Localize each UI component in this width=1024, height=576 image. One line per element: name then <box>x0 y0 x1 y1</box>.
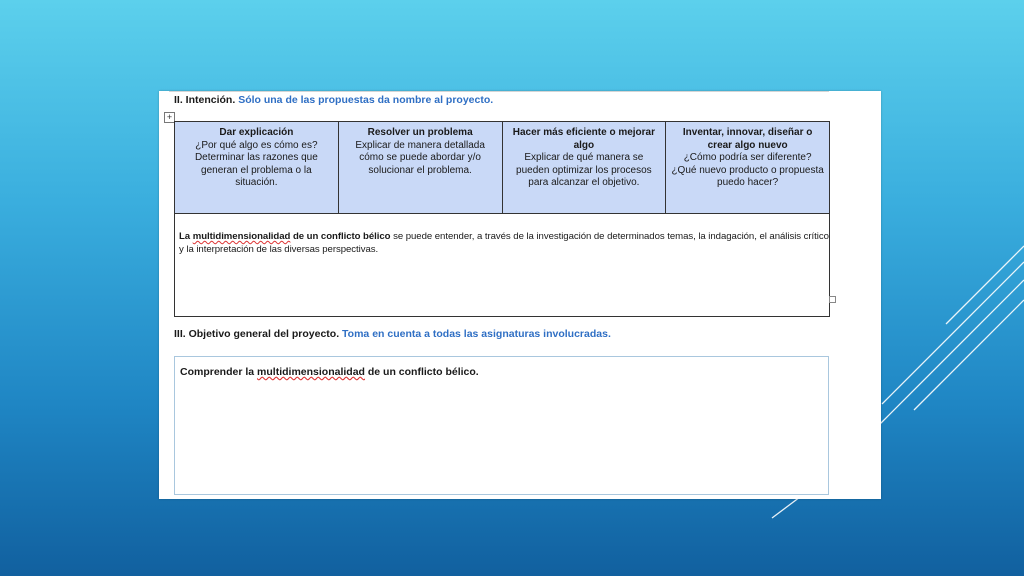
section-ii-title: II. Intención. <box>174 94 236 106</box>
option-heading: Resolver un problema <box>367 127 473 138</box>
option-cell-solve <box>338 122 502 214</box>
option-body: Explicar de manera detallada cómo se puede abordar y/o solucionar el problema. <box>355 139 485 176</box>
option-body: ¿Por qué algo es cómo es? Determinar las razones que generan el problema o la situación. <box>194 139 318 188</box>
objective-text-box[interactable] <box>174 356 829 495</box>
intention-table <box>174 121 830 317</box>
top-divider <box>169 91 829 92</box>
table-move-handle-icon[interactable]: + <box>164 112 175 123</box>
document-page <box>159 91 881 499</box>
intention-text-part: La <box>179 231 193 242</box>
option-cell-explain <box>175 122 339 214</box>
section-ii-note: Sólo una de las propuestas da nombre al proyecto. <box>238 94 494 106</box>
objective-keyword: multidimensionalidad <box>257 366 365 378</box>
intention-description-cell[interactable] <box>175 214 830 317</box>
option-body: ¿Cómo podría ser diferente? ¿Qué nuevo producto o propuesta puedo hacer? <box>671 152 824 188</box>
intention-text-part: de un conflicto bélico <box>290 231 391 242</box>
section-iii-note: Toma en cuenta a todas las asignaturas involucradas. <box>342 328 611 340</box>
objective-text-part: de un conflicto bélico. <box>364 366 479 378</box>
objective-text-part: Comprender la <box>180 366 258 378</box>
section-iii-heading <box>174 328 611 340</box>
table-resize-handle[interactable] <box>829 296 836 303</box>
option-heading: Hacer más eficiente o mejorar algo <box>512 127 656 151</box>
option-heading: Inventar, innovar, diseñar o crear algo nuevo <box>682 127 813 151</box>
section-ii-heading <box>174 94 493 106</box>
option-body: Explicar de qué manera se pueden optimizar los procesos para alcanzar el objetivo. <box>516 152 652 188</box>
intention-text-rest: se puede entender, a través de la investigación de determinados temas, la indagación, el análisis crítico y la interpretación de las diversas perspectivas. <box>179 231 829 255</box>
option-heading: Dar explicación <box>219 127 294 138</box>
option-cell-improve <box>502 122 666 214</box>
section-iii-title: III. Objetivo general del proyecto. <box>174 328 340 340</box>
intention-keyword: multidimensionalidad <box>192 231 291 242</box>
option-cell-invent <box>666 122 830 214</box>
